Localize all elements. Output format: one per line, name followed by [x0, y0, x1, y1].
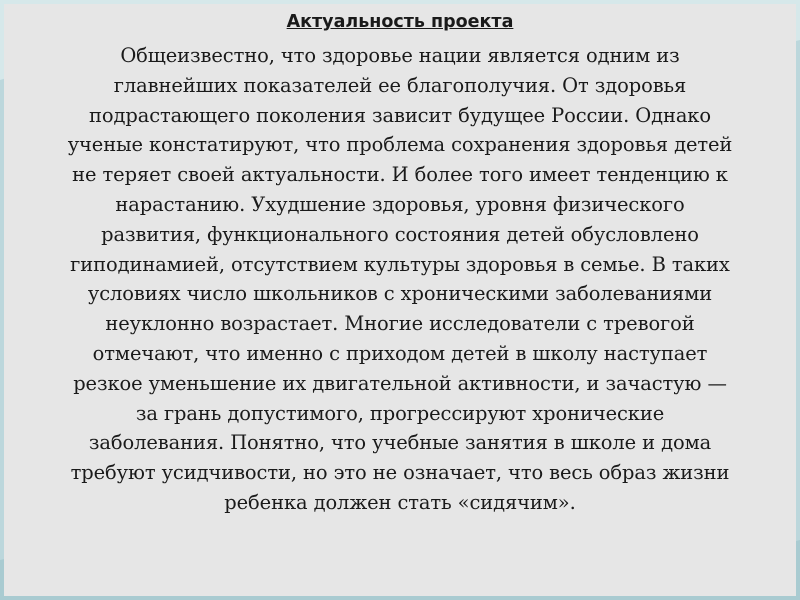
- body-line: условиях число школьников с хроническими заболеваниями: [87, 282, 713, 306]
- body-line: за грань допустимого, прогрессируют хронические: [135, 401, 665, 425]
- body-line: неуклонно возрастает. Многие исследователи с тревогой: [105, 312, 695, 336]
- body-line: подрастающего поколения зависит будущее России. Однако: [89, 103, 711, 127]
- body-line: ученые констатируют, что проблема сохранения здоровья детей: [67, 133, 733, 157]
- body-line: ребенка должен стать «сидячим».: [224, 490, 576, 514]
- body-line: резкое уменьшение их двигательной активности, и зачастую —: [73, 371, 727, 395]
- slide-body: [6, 41, 794, 518]
- body-line: Общеизвестно, что здоровье нации является одним из: [120, 44, 680, 67]
- slide-panel: [4, 4, 796, 596]
- body-line: гиподинамией, отсутствием культуры здоровья в семье. В таких: [70, 252, 730, 276]
- body-line: развития, функционального состояния детей обусловлено: [101, 222, 699, 246]
- body-line: отмечают, что именно с приходом детей в школу наступает: [92, 341, 708, 365]
- body-line: требуют усидчивости, но это не означает, что весь образ жизни: [70, 461, 730, 485]
- body-line: не теряет своей актуальности. И более того имеет тенденцию к: [72, 163, 728, 187]
- slide-title: Актуальность проекта: [286, 12, 514, 32]
- body-line: главнейших показателей ее благополучия. От здоровья: [113, 73, 687, 97]
- body-line: нарастанию. Ухудшение здоровья, уровня физического: [115, 192, 685, 216]
- body-line: заболевания. Понятно, что учебные занятия в школе и дома: [88, 431, 712, 455]
